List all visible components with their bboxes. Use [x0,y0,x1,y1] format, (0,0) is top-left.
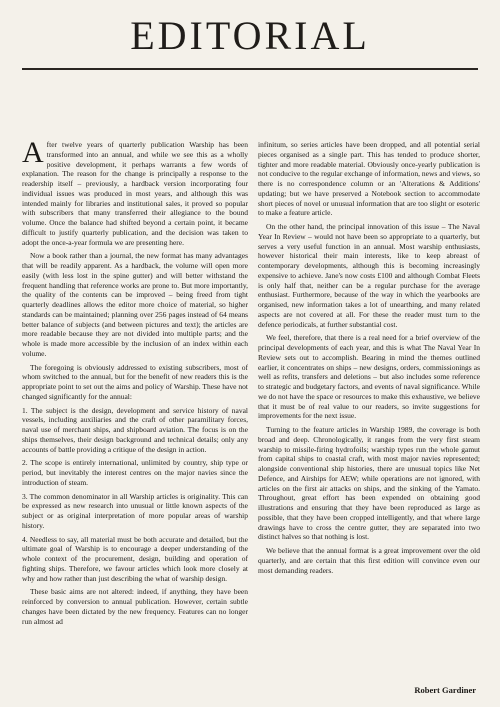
author-signature: Robert Gardiner [414,685,476,695]
list-item-1: 1. The subject is the design, development and service history of naval vessels, including auxiliaries and the craft of other paramilitary forces, naval use of merchant ships, and shipboard aviation. The focus is on the ships themselves, their design background and technical details; only any accounts of battle providing a critique of the design in action. [22,405,248,454]
paragraph-3: The foregoing is obviously addressed to existing subscribers, most of whom switched to the annual, but for the benefit of new readers this is the appropriate point to set out the aims and policy of Warship. These have not changed significantly for the annual: [22,362,248,401]
right-column [258,140,480,575]
paragraph-7: We feel, therefore, that there is a real need for a brief overview of the principal developments of each year, and this is what The Naval Year In Review sets out to accomplish. Bearing in mind the themes outlined earlier, it concentrates on ships – new designs, orders, commissionings as well as refits, transfers and deletions – but also includes some reference to strategic and budgetary factors, and events of naval significance. While we do not have the space or resources to make this exhaustive, we believe that it must be of real value to our readers, so invite suggestions for improvements for the next issue. [258,333,481,421]
paragraph-1 [22,136,248,247]
drop-cap: A [22,136,44,169]
list-item-3: 3. The common denominator in all Warship articles is originality. This can be expressed as new research into unusual or little known aspects of the subject or as original interpretation of more popular areas of warship history. [22,491,248,530]
page-title: EDITORIAL [130,13,370,58]
paragraph-8: Turning to the feature articles in Warship 1989, the coverage is both broad and deep. Chronologically, it ranges from the very first steam warship to missile-firing hydrofoils; warship types run the whole gamut from capital ships to coastal craft, with most major navies represented; alongside conventional ship histories, there are unusual topics like Net Defence, and Airships for AEW; while operations are not ignored, with articles on the first air attacks on ships, and the sinking of the Yamato. Throughout, great effort has been expended on obtaining good illustrations and ensuring that they have been reproduced as large as possible, that they have been cropped intelligently, and that where large drawings have to cross the centre gutter, they are separated into two distinct halves so that nothing is lost. [258,425,480,542]
list-item-2: 2. The scope is entirely international, unlimited by country, ship type or period, but inevitably the interest centres on the major navies since the introduction of steam. [22,458,248,487]
paragraph-9: We believe that the annual format is a great improvement over the old quarterly, and are certain that this first edition will convince even our most demanding readers. [258,546,480,575]
left-column [22,136,248,626]
paragraph-6: On the other hand, the principal innovation of this issue – The Naval Year In Review – would not have been so appropriate to a quarterly, but serves a very useful function in an annual. Most warship enthusiasts, however historical their main interests, like to keep abreast of contemporary developments, although this is becoming increasingly expensive to achieve. Jane's now costs £100 and although Combat Fleets is only half that, neither can be a regular purchase for the average enthusiast. Furthermore, because of the way in which the yearbooks are organised, new information takes a lot of unearthing, and many related aspects are not covered at all. For these the reader must turn to the defence periodicals, at further substantial cost. [258,222,480,329]
list-item-4: 4. Needless to say, all material must be both accurate and detailed, but the ultimate goal of Warship is to encourage a deeper understanding of the whole context of the procurement, design, building and operation of fighting ships. Therefore, we favour articles which look more closely at why and how rather than just describing the what of warship design. [22,534,248,583]
title-rule [22,68,478,70]
paragraph-5: infinitum, so series articles have been dropped, and all potential serial pieces organised as a single part. This has tended to produce shorter, tighter and more readable material. Obviously once-yearly publication is not conducive to the regular exchange of information, news and views, so there is no correspondence column or an 'Alterations & Additions' updating; but we have preserved a Notebook section to accommodate short pieces of novel or unusual information that are too slight or esoteric to make a feature article. [258,140,480,218]
paragraph-2: Now a book rather than a journal, the new format has many advantages that will be readily apparent. As a hardback, the volume will open more easily (with less lost in the spine gutter) and will better withstand the frequent handling that reference works are prone to. But more importantly, the quality of the contents can be improved – being freed from tight quarterly deadlines allows the editor more choice of material, so higher standards can be maintained; planning over 256 pages instead of 64 means better balance of subjects (and between pictures and text); the articles are more readable because they are not divided into multiple parts; and the whole is made more accessible by the inclusion of an index within each volume. [22,251,248,358]
paragraph-4: These basic aims are not altered: indeed, if anything, they have been reinforced by conversion to annual publication. However, certain subtle changes have been dictated by the new frequency. Features can no longer run almost ad [22,587,248,626]
paragraph-1-text: fter twelve years of quarterly publication Warship has been transformed into an annual, and while we see this as a wholly positive development, it perhaps warrants a few words of explanation. The reason for the change is principally a response to the readership itself – previously, a hardback version incorporating four individual issues was produced in most years, and although this was intended mainly for libraries and institutional sales, it proved so popular with subscribers that many transferred their allegiance to the bound volume. Once the balance had shifted beyond a certain point, it became difficult to justify quarterly publication, and the decision was taken to adopt the once-a-year formula we are presenting here. [22,140,248,247]
